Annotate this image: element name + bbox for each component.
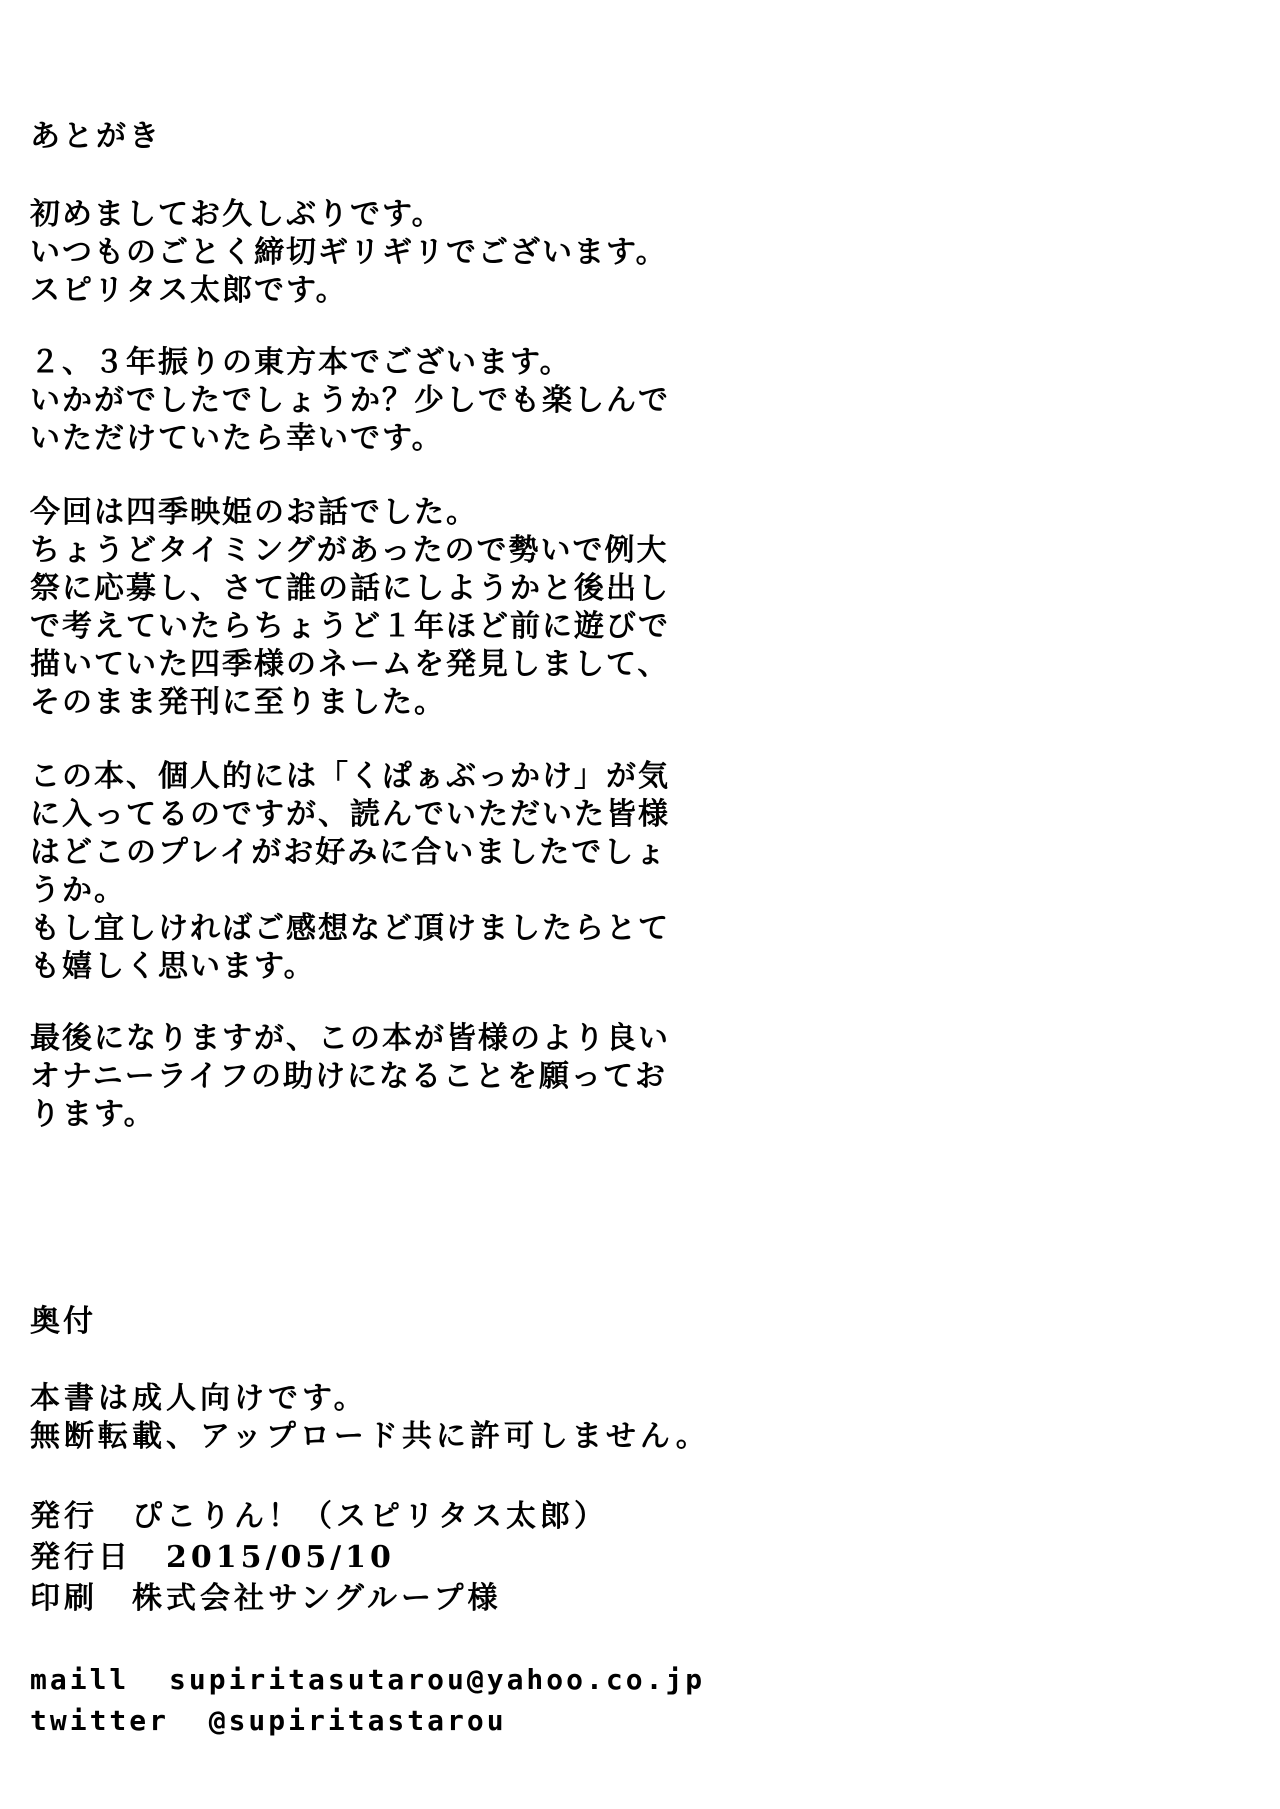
afterword-heading-text: あとがき — [30, 119, 162, 154]
text-line: はどこのプレイがお好みに合いましたでしょ — [30, 835, 668, 870]
publisher-line: 発行 ぴこりん！（スピリタス太郎） — [30, 1499, 608, 1534]
text-line: 祭に応募し、さて誰の話にしようかと後出し — [30, 571, 670, 606]
text-line: この本、個人的には「くぱぁぶっかけ」が気 — [30, 759, 670, 794]
text-line: いかがでしたでしょうか？少しでも楽しんで — [30, 383, 670, 418]
text-line: も嬉しく思います。 — [30, 949, 316, 984]
printer-line: 印刷 株式会社サングループ様 — [30, 1581, 502, 1616]
text-line: ちょうどタイミングがあったので勢いで例大 — [30, 533, 669, 568]
text-line: いただけていたら幸いです。 — [30, 421, 444, 456]
afterword-paragraph-story-origin — [30, 494, 670, 722]
afterword-heading — [30, 118, 162, 156]
afterword-paragraph-touhou-book — [30, 344, 670, 458]
text-line: オナニーライフの助けになることを願ってお — [30, 1059, 667, 1094]
text-line: 初めましてお久しぶりです。 — [30, 197, 444, 232]
text-line: いつものごとく締切ギリギリでございます。 — [30, 235, 668, 270]
email-line: maill supiritasutarou@yahoo.co.jp — [30, 1663, 706, 1696]
adult-notice-line: 本書は成人向けです。 — [30, 1381, 368, 1416]
text-line: スピリタス太郎です。 — [30, 273, 348, 308]
text-line: うか。 — [30, 873, 126, 908]
colophon-heading-text: 奥付 — [30, 1304, 96, 1339]
text-line: 今回は四季映姫のお話でした。 — [30, 495, 478, 530]
afterword-paragraph-favorite — [30, 758, 670, 986]
text-line: そのまま発刊に至りました。 — [30, 685, 446, 720]
afterword-paragraph-greeting — [30, 196, 668, 310]
contact-info — [30, 1659, 705, 1741]
text-line: に入ってるのですが、読んでいただいた皆様 — [30, 797, 670, 832]
colophon-notice — [30, 1380, 710, 1456]
colophon-heading — [30, 1303, 96, 1341]
text-line: もし宜しければご感想など頂けましたらとて — [30, 911, 670, 946]
publication-date-line: 発行日 2015/05/10 — [30, 1540, 395, 1575]
twitter-line: twitter @supiritastarou — [30, 1704, 507, 1737]
text-line: ２、３年振りの東方本でございます。 — [30, 345, 572, 380]
text-line: ります。 — [30, 1097, 156, 1132]
text-line: 描いていた四季様のネームを発見しまして、 — [30, 647, 670, 682]
text-line: 最後になりますが、この本が皆様のより良い — [30, 1021, 670, 1056]
no-reupload-notice-line: 無断転載、アップロード共に許可しません。 — [30, 1419, 710, 1454]
afterword-paragraph-closing — [30, 1020, 670, 1134]
publication-info — [30, 1496, 608, 1619]
text-line: で考えていたらちょうど１年ほど前に遊びで — [30, 609, 670, 644]
